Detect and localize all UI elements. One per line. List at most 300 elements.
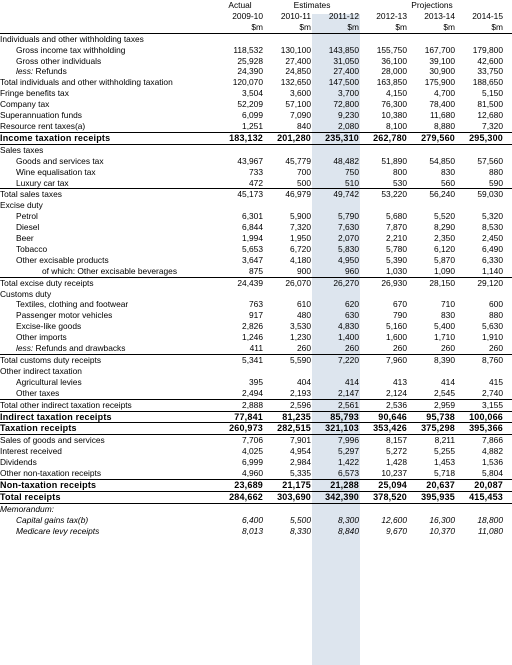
- table-row: [0, 156, 512, 167]
- row-value: 7,630: [338, 222, 359, 233]
- row-value: 5,520: [434, 211, 455, 222]
- row-value: 5,830: [338, 243, 359, 254]
- row-value: 57,560: [477, 155, 503, 166]
- row-value: [312, 289, 360, 300]
- row-label: [0, 277, 216, 288]
- row-value: 600: [489, 299, 503, 310]
- row-value: 6,330: [482, 254, 503, 265]
- row-label: [0, 121, 216, 132]
- row-value: 90,646: [360, 411, 408, 423]
- row-value: 27,400: [333, 66, 359, 77]
- row-value: 530: [360, 178, 408, 189]
- row-value: 1,600: [386, 332, 407, 343]
- row-value: 670: [393, 299, 407, 310]
- row-label: [0, 156, 216, 167]
- row-value: 7,870: [386, 222, 407, 233]
- row-value: 750: [345, 166, 359, 177]
- row-value: 16,300: [429, 514, 455, 525]
- row-value: 260: [312, 343, 360, 354]
- row-value: 53,220: [381, 189, 407, 200]
- row-label-text: Gross other individuals: [16, 55, 102, 66]
- row-value: 3,530: [290, 321, 311, 332]
- row-value: 1,536: [482, 457, 503, 468]
- row-value: [408, 366, 456, 377]
- row-value: [312, 503, 360, 514]
- table-row: [0, 222, 512, 233]
- row-label: [0, 343, 216, 354]
- row-value: 840: [264, 121, 312, 132]
- row-value: 7,220: [338, 355, 359, 365]
- row-value: [408, 200, 456, 211]
- row-label: [0, 377, 216, 388]
- row-value: 5,150: [482, 88, 503, 99]
- year-header: 2009-10: [232, 10, 263, 21]
- row-value: 2,210: [386, 233, 407, 244]
- row-value: 282,515: [264, 423, 312, 435]
- row-label: [0, 423, 216, 435]
- row-value: 3,647: [242, 254, 263, 265]
- row-value: 81,500: [477, 99, 503, 110]
- row-label: [0, 388, 216, 399]
- row-value: 81,235: [264, 411, 312, 423]
- row-value: 78,400: [429, 99, 455, 110]
- row-value: 5,870: [434, 254, 455, 265]
- row-value: 7,090: [290, 110, 311, 121]
- header-group-row: [0, 0, 512, 11]
- row-value: 8,100: [360, 121, 408, 132]
- row-value: 27,400: [285, 55, 311, 66]
- row-label: [0, 222, 216, 233]
- row-label: [0, 366, 216, 377]
- table-row: [0, 77, 512, 88]
- row-value: 9,230: [338, 110, 359, 121]
- row-value: [264, 33, 312, 44]
- row-value: 2,193: [264, 388, 312, 399]
- row-value: [408, 144, 456, 155]
- row-value: 235,310: [312, 132, 360, 144]
- row-value: 500: [264, 178, 312, 189]
- row-label-text: Gross income tax withholding: [16, 44, 126, 55]
- row-value: 3,155: [456, 399, 504, 411]
- row-label: [0, 399, 216, 411]
- row-value: 260: [456, 343, 504, 354]
- row-value: 414: [345, 376, 359, 387]
- row-label-text: Non-taxation receipts: [0, 479, 97, 490]
- table-row: [0, 435, 512, 446]
- row-value: 21,288: [312, 479, 360, 491]
- row-value: 11,680: [430, 110, 455, 121]
- table-row: [0, 399, 512, 411]
- row-label-text: Total receipts: [0, 491, 61, 502]
- row-value: 26,270: [333, 277, 359, 288]
- row-value: 472: [216, 178, 264, 189]
- row-value: 2,596: [264, 399, 312, 411]
- row-value: 201,280: [264, 132, 312, 144]
- row-value: 10,380: [381, 110, 407, 121]
- row-value: 284,662: [216, 491, 264, 503]
- row-value: 8,390: [434, 355, 455, 365]
- row-value: 30,900: [429, 66, 455, 77]
- row-value: 295,300: [456, 132, 504, 144]
- row-value: 260: [408, 343, 456, 354]
- row-label-prefix: less:: [16, 343, 34, 354]
- row-label: [0, 56, 216, 67]
- row-value: 11,080: [478, 525, 503, 536]
- row-label-text: Wine equalisation tax: [16, 166, 96, 177]
- row-label: [0, 132, 216, 144]
- year-header: 2011-12: [328, 10, 359, 21]
- row-value: [408, 503, 456, 514]
- row-value: 830: [441, 166, 455, 177]
- row-value: 5,390: [386, 254, 407, 265]
- table-row: [0, 321, 512, 332]
- row-value: [264, 503, 312, 514]
- row-value: [264, 200, 312, 211]
- row-value: [264, 144, 312, 155]
- row-value: [312, 144, 360, 155]
- row-value: 6,120: [434, 243, 455, 254]
- row-label: [0, 200, 216, 211]
- row-value: 42,600: [477, 55, 503, 66]
- row-value: [456, 289, 504, 300]
- row-value: 36,100: [381, 55, 407, 66]
- row-label: [0, 33, 216, 44]
- row-value: 7,320: [456, 121, 504, 132]
- row-label-text: Individuals and other withholding taxes: [0, 33, 144, 44]
- row-value: 8,211: [434, 435, 455, 446]
- row-value: 132,650: [280, 77, 311, 88]
- table-row: [0, 167, 512, 178]
- row-value: 404: [297, 376, 311, 387]
- row-value: 1,453: [434, 457, 455, 468]
- row-value: 5,790: [338, 211, 359, 222]
- row-value: 1,030: [360, 266, 408, 277]
- row-value: [216, 366, 264, 377]
- row-value: 800: [393, 166, 407, 177]
- row-value: 48,482: [333, 155, 359, 166]
- row-label-text: Indirect taxation receipts: [0, 411, 112, 422]
- row-value: [360, 289, 408, 300]
- table-row: [0, 479, 512, 491]
- row-value: [312, 366, 360, 377]
- row-value: 2,984: [290, 457, 311, 468]
- header-unit-row: [0, 22, 512, 33]
- table-row: [0, 491, 512, 503]
- row-value: 8,157: [386, 435, 407, 446]
- row-value: 620: [345, 299, 359, 310]
- row-value: 560: [408, 178, 456, 189]
- row-value: 2,080: [312, 121, 360, 132]
- row-value: 118,532: [233, 44, 263, 55]
- row-label-text: Passenger motor vehicles: [16, 310, 113, 321]
- row-value: 4,950: [338, 254, 359, 265]
- row-value: 2,450: [482, 233, 503, 244]
- row-value: 2,147: [312, 388, 360, 399]
- row-value: 411: [216, 343, 264, 354]
- unit-header: $m: [312, 22, 360, 33]
- row-value: 6,099: [242, 110, 263, 121]
- row-value: 5,590: [290, 355, 311, 365]
- row-label: [0, 457, 216, 468]
- row-value: 880: [489, 166, 503, 177]
- row-value: 378,520: [360, 491, 408, 503]
- row-value: 167,700: [424, 44, 455, 55]
- row-value: 260,973: [216, 423, 264, 435]
- row-value: 51,890: [381, 155, 407, 166]
- row-value: 6,573: [312, 468, 360, 479]
- row-value: 7,320: [290, 222, 311, 233]
- row-value: 130,100: [280, 44, 311, 55]
- row-value: 733: [249, 166, 263, 177]
- table-row: [0, 503, 512, 514]
- table-row: [0, 310, 512, 321]
- row-value: 5,160: [386, 321, 407, 332]
- row-value: 3,504: [242, 88, 263, 99]
- row-value: 59,030: [477, 189, 503, 200]
- row-value: 77,841: [216, 411, 264, 423]
- table-row: [0, 200, 512, 211]
- row-label-text: Total other indirect taxation receipts: [0, 399, 132, 410]
- row-value: 183,132: [216, 132, 264, 144]
- table-row: [0, 178, 512, 189]
- row-value: [216, 503, 264, 514]
- table-row: [0, 468, 512, 479]
- row-value: 1,910: [482, 332, 503, 343]
- row-label-text: Diesel: [16, 222, 40, 233]
- unit-header: $m: [360, 22, 408, 33]
- row-label: [0, 503, 216, 514]
- row-value: 1,140: [456, 266, 504, 277]
- row-label: [0, 515, 216, 526]
- row-value: 4,150: [386, 88, 407, 99]
- row-value: 43,967: [237, 155, 263, 166]
- row-value: 5,900: [290, 211, 311, 222]
- table-row: [0, 377, 512, 388]
- table-row: [0, 446, 512, 457]
- unit-header: $m: [216, 22, 264, 33]
- row-value: [216, 200, 264, 211]
- row-value: 56,240: [429, 189, 455, 200]
- row-value: [456, 144, 504, 155]
- table-row: [0, 355, 512, 366]
- table-body: [0, 33, 512, 536]
- row-value: 147,500: [328, 77, 359, 88]
- row-value: 29,120: [477, 277, 503, 288]
- row-value: 7,960: [386, 355, 407, 365]
- row-label: [0, 310, 216, 321]
- row-label-text: Income taxation receipts: [0, 132, 111, 143]
- row-value: 175,900: [424, 77, 455, 88]
- row-value: 188,650: [472, 77, 503, 88]
- row-value: 790: [393, 310, 407, 321]
- row-value: 1,246: [242, 332, 263, 343]
- row-label: [0, 66, 216, 77]
- table-row: [0, 332, 512, 343]
- row-label-text: Refunds and drawbacks: [33, 343, 126, 354]
- row-value: 21,175: [264, 479, 312, 491]
- row-value: [456, 33, 504, 44]
- row-value: 45,779: [285, 155, 311, 166]
- row-label-text: Agricultural levies: [16, 376, 82, 387]
- row-value: 4,954: [290, 446, 311, 457]
- row-value: [408, 33, 456, 44]
- table-row: [0, 88, 512, 99]
- row-value: 28,000: [381, 66, 407, 77]
- row-value: 415,453: [456, 491, 504, 503]
- row-value: [360, 144, 408, 155]
- row-value: 1,251: [216, 121, 264, 132]
- row-label-text: Beer: [16, 233, 34, 244]
- row-value: 2,070: [338, 233, 359, 244]
- row-value: 8,530: [482, 222, 503, 233]
- row-value: 413: [393, 376, 407, 387]
- row-value: 3,700: [338, 88, 359, 99]
- row-label: [0, 468, 216, 479]
- row-label: [0, 77, 216, 88]
- table-row: [0, 132, 512, 144]
- row-value: 5,341: [242, 355, 263, 365]
- row-label-text: Excise-like goods: [16, 321, 82, 332]
- row-value: 20,087: [456, 479, 504, 491]
- header-year-row: [0, 11, 512, 22]
- row-value: 4,700: [434, 88, 455, 99]
- row-value: 415: [489, 376, 503, 387]
- row-label-text: Petrol: [16, 211, 38, 222]
- row-value: 8,840: [338, 525, 359, 536]
- row-value: 54,850: [429, 155, 455, 166]
- row-value: 76,300: [381, 99, 407, 110]
- table-row: [0, 56, 512, 67]
- row-value: [456, 200, 504, 211]
- row-value: 4,882: [482, 446, 503, 457]
- row-value: 26,070: [285, 277, 311, 288]
- row-value: 8,290: [434, 222, 455, 233]
- row-value: 900: [264, 266, 312, 277]
- row-value: 49,742: [333, 189, 359, 200]
- row-value: 414: [441, 376, 455, 387]
- row-value: 5,400: [434, 321, 455, 332]
- row-value: 375,298: [408, 423, 456, 435]
- row-value: 95,738: [408, 411, 456, 423]
- row-label: [0, 244, 216, 255]
- row-value: 5,500: [290, 514, 311, 525]
- row-value: 763: [249, 299, 263, 310]
- row-label-text: Fringe benefits tax: [0, 88, 69, 99]
- row-value: 6,301: [242, 211, 263, 222]
- row-label: [0, 479, 216, 491]
- row-value: 52,209: [237, 99, 263, 110]
- table-row: [0, 144, 512, 155]
- row-value: 5,680: [386, 211, 407, 222]
- row-label-text: Total sales taxes: [0, 189, 62, 200]
- table-row: [0, 423, 512, 435]
- row-value: 3,600: [290, 88, 311, 99]
- table-row: [0, 266, 512, 277]
- row-label: [0, 526, 216, 537]
- row-value: 8,300: [338, 514, 359, 525]
- year-header: 2013-14: [424, 10, 455, 21]
- row-label-text: Excise duty: [0, 200, 43, 211]
- row-value: 8,880: [408, 121, 456, 132]
- row-value: 1,710: [434, 332, 455, 343]
- table-row: [0, 189, 512, 200]
- row-value: 85,793: [312, 411, 360, 423]
- row-label-text: Total customs duty receipts: [0, 355, 102, 365]
- row-value: 5,653: [242, 243, 263, 254]
- row-value: 2,740: [456, 388, 504, 399]
- row-value: 4,830: [338, 321, 359, 332]
- unit-header: $m: [264, 22, 312, 33]
- row-value: 57,100: [285, 99, 311, 110]
- row-value: 25,928: [237, 55, 263, 66]
- row-label-text: Taxation receipts: [0, 423, 77, 434]
- row-value: 4,025: [242, 446, 263, 457]
- row-value: 26,930: [381, 277, 407, 288]
- row-value: 28,150: [429, 277, 455, 288]
- row-label-text: Other taxes: [16, 387, 60, 398]
- row-value: 72,800: [333, 99, 359, 110]
- row-label-text: Resource rent taxes(a): [0, 120, 86, 131]
- row-value: [264, 366, 312, 377]
- row-value: 5,335: [264, 468, 312, 479]
- row-label-text: Goods and services tax: [16, 155, 104, 166]
- table-row: [0, 99, 512, 110]
- row-value: 18,800: [477, 514, 503, 525]
- table-row: [0, 411, 512, 423]
- row-value: 6,490: [482, 243, 503, 254]
- row-value: 1,422: [338, 457, 359, 468]
- row-label: [0, 289, 216, 300]
- row-value: 12,680: [477, 110, 503, 121]
- row-label: [0, 321, 216, 332]
- row-label: [0, 178, 216, 189]
- row-value: 1,090: [408, 266, 456, 277]
- row-value: 630: [345, 310, 359, 321]
- row-value: 610: [297, 299, 311, 310]
- table-row: [0, 277, 512, 288]
- row-value: [360, 33, 408, 44]
- row-value: 7,706: [242, 435, 263, 446]
- row-label: [0, 435, 216, 446]
- row-value: 23,689: [216, 479, 264, 491]
- table-row: [0, 244, 512, 255]
- row-label-text: Other indirect taxation: [0, 365, 82, 376]
- row-value: 710: [441, 299, 455, 310]
- row-label: [0, 266, 216, 277]
- row-value: 2,888: [216, 399, 264, 411]
- table-row: [0, 289, 512, 300]
- row-value: 2,561: [312, 399, 360, 411]
- row-value: 875: [216, 266, 264, 277]
- row-value: 5,718: [408, 468, 456, 479]
- table-row: [0, 33, 512, 44]
- row-value: 155,750: [376, 44, 407, 55]
- row-value: 321,103: [312, 423, 360, 435]
- row-value: [408, 289, 456, 300]
- row-label: [0, 332, 216, 343]
- row-label: [0, 167, 216, 178]
- row-value: 4,180: [290, 254, 311, 265]
- row-value: 24,439: [237, 277, 263, 288]
- row-label: [0, 144, 216, 155]
- row-label-text: Medicare levy receipts: [16, 525, 100, 536]
- row-value: [360, 366, 408, 377]
- row-label-text: Sales taxes: [0, 144, 44, 155]
- row-value: 880: [489, 310, 503, 321]
- row-value: 5,780: [386, 243, 407, 254]
- table-row: [0, 45, 512, 56]
- row-label: [0, 99, 216, 110]
